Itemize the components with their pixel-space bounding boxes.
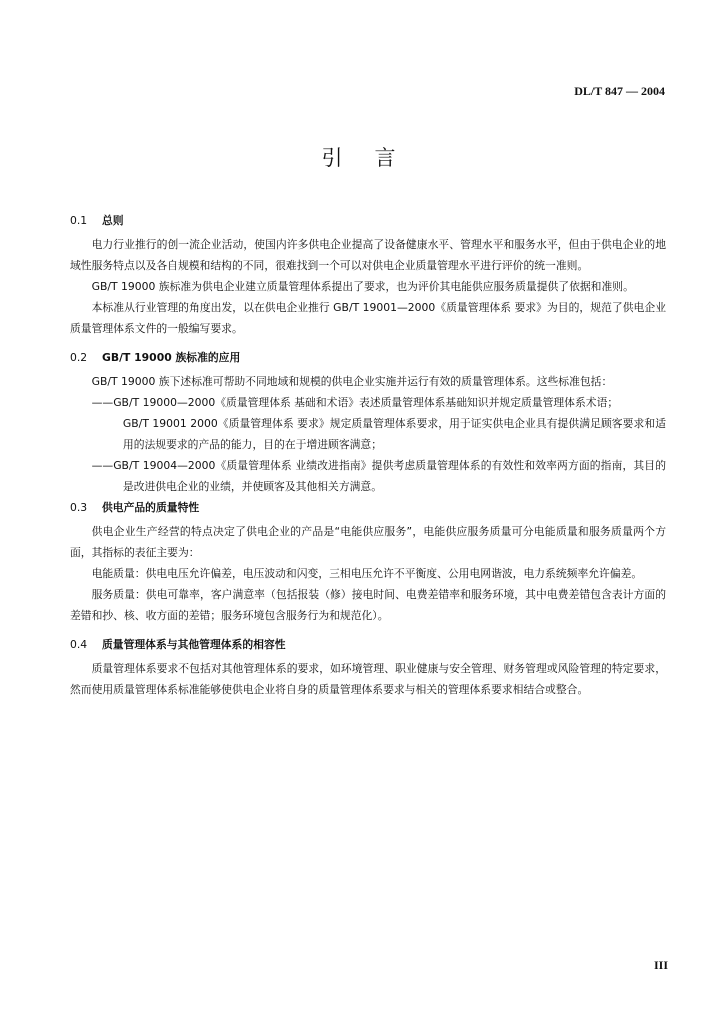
document-body: [70, 210, 666, 700]
section-title: 质量管理体系与其他管理体系的相容性: [102, 638, 286, 651]
section-title: 总则: [102, 214, 124, 227]
section-title: GB/T 19000 族标准的应用: [102, 351, 241, 364]
paragraph: GB/T 19000 族标准为供电企业建立质量管理体系提出了要求，也为评价其电能供应服务质量提供了依据和准则。: [91, 280, 634, 293]
paragraph: 电力行业推行的创一流企业活动，使国内许多供电企业提高了设备健康水平、管理水平和服务水平，但由于供电企业的地域性服务特点以及各自规模和结构的不同，很难找到一个可以对供电企业质量管理水平进行评价的统一准则。: [70, 238, 666, 272]
page-title: 引言: [321, 146, 428, 170]
section-number: 0.2: [70, 351, 88, 364]
list-item: GB/T 19001 2000《质量管理体系 要求》规定质量管理体系要求，用于证实供电企业具有提供满足顾客要求和适用的法规要求的产品的能力，目的在于增进顾客满意；: [122, 417, 666, 451]
list-item: ——GB/T 19004—2000《质量管理体系 业绩改进指南》提供考虑质量管理体系的有效性和效率两方面的指南，其目的是改进供电企业的业绩，并使顾客及其他相关方满意。: [91, 459, 666, 493]
section-heading-0-2: [70, 347, 666, 368]
section-number: 0.1: [70, 214, 88, 227]
paragraph: 服务质量：供电可靠率，客户满意率（包括报装（修）接电时间、电费差错率和服务环境，其中电费差错包含表计方面的差错和抄、核、收方面的差错；服务环境包含服务行为和规范化）。: [70, 588, 666, 622]
section-number: 0.4: [70, 638, 88, 651]
paragraph: 电能质量：供电电压允许偏差，电压波动和闪变，三相电压允许不平衡度、公用电网谐波，电力系统频率允许偏差。: [91, 567, 643, 580]
page-number: III: [653, 958, 668, 972]
paragraph: 质量管理体系要求不包括对其他管理体系的要求，如环境管理、职业健康与安全管理、财务管理或风险管理的特定要求，然而使用质量管理体系标准能够使供电企业将自身的质量管理体系要求与相关的管理体系要求相结合或整合。: [70, 662, 666, 696]
standard-code-header: DL/T 847 — 2004: [574, 84, 665, 98]
paragraph: 本标准从行业管理的角度出发，以在供电企业推行 GB/T 19001—2000《质量管理体系 要求》为目的，规范了供电企业质量管理体系文件的一般编写要求。: [70, 301, 666, 335]
section-heading-0-4: [70, 634, 666, 655]
section-heading-0-3: [70, 497, 666, 518]
list-item: ——GB/T 19000—2000《质量管理体系 基础和术语》表述质量管理体系基础知识并规定质量管理体系术语；: [91, 396, 619, 409]
paragraph: GB/T 19000 族下述标准可帮助不同地域和规模的供电企业实施并运行有效的质量管理体系。这些标准包括：: [91, 375, 613, 388]
section-heading-0-1: [70, 210, 666, 231]
section-title: 供电产品的质量特性: [102, 501, 200, 514]
section-number: 0.3: [70, 501, 88, 514]
paragraph: 供电企业生产经营的特点决定了供电企业的产品是“电能供应服务”，电能供应服务质量可分电能质量和服务质量两个方面，其指标的表征主要为：: [70, 525, 666, 559]
